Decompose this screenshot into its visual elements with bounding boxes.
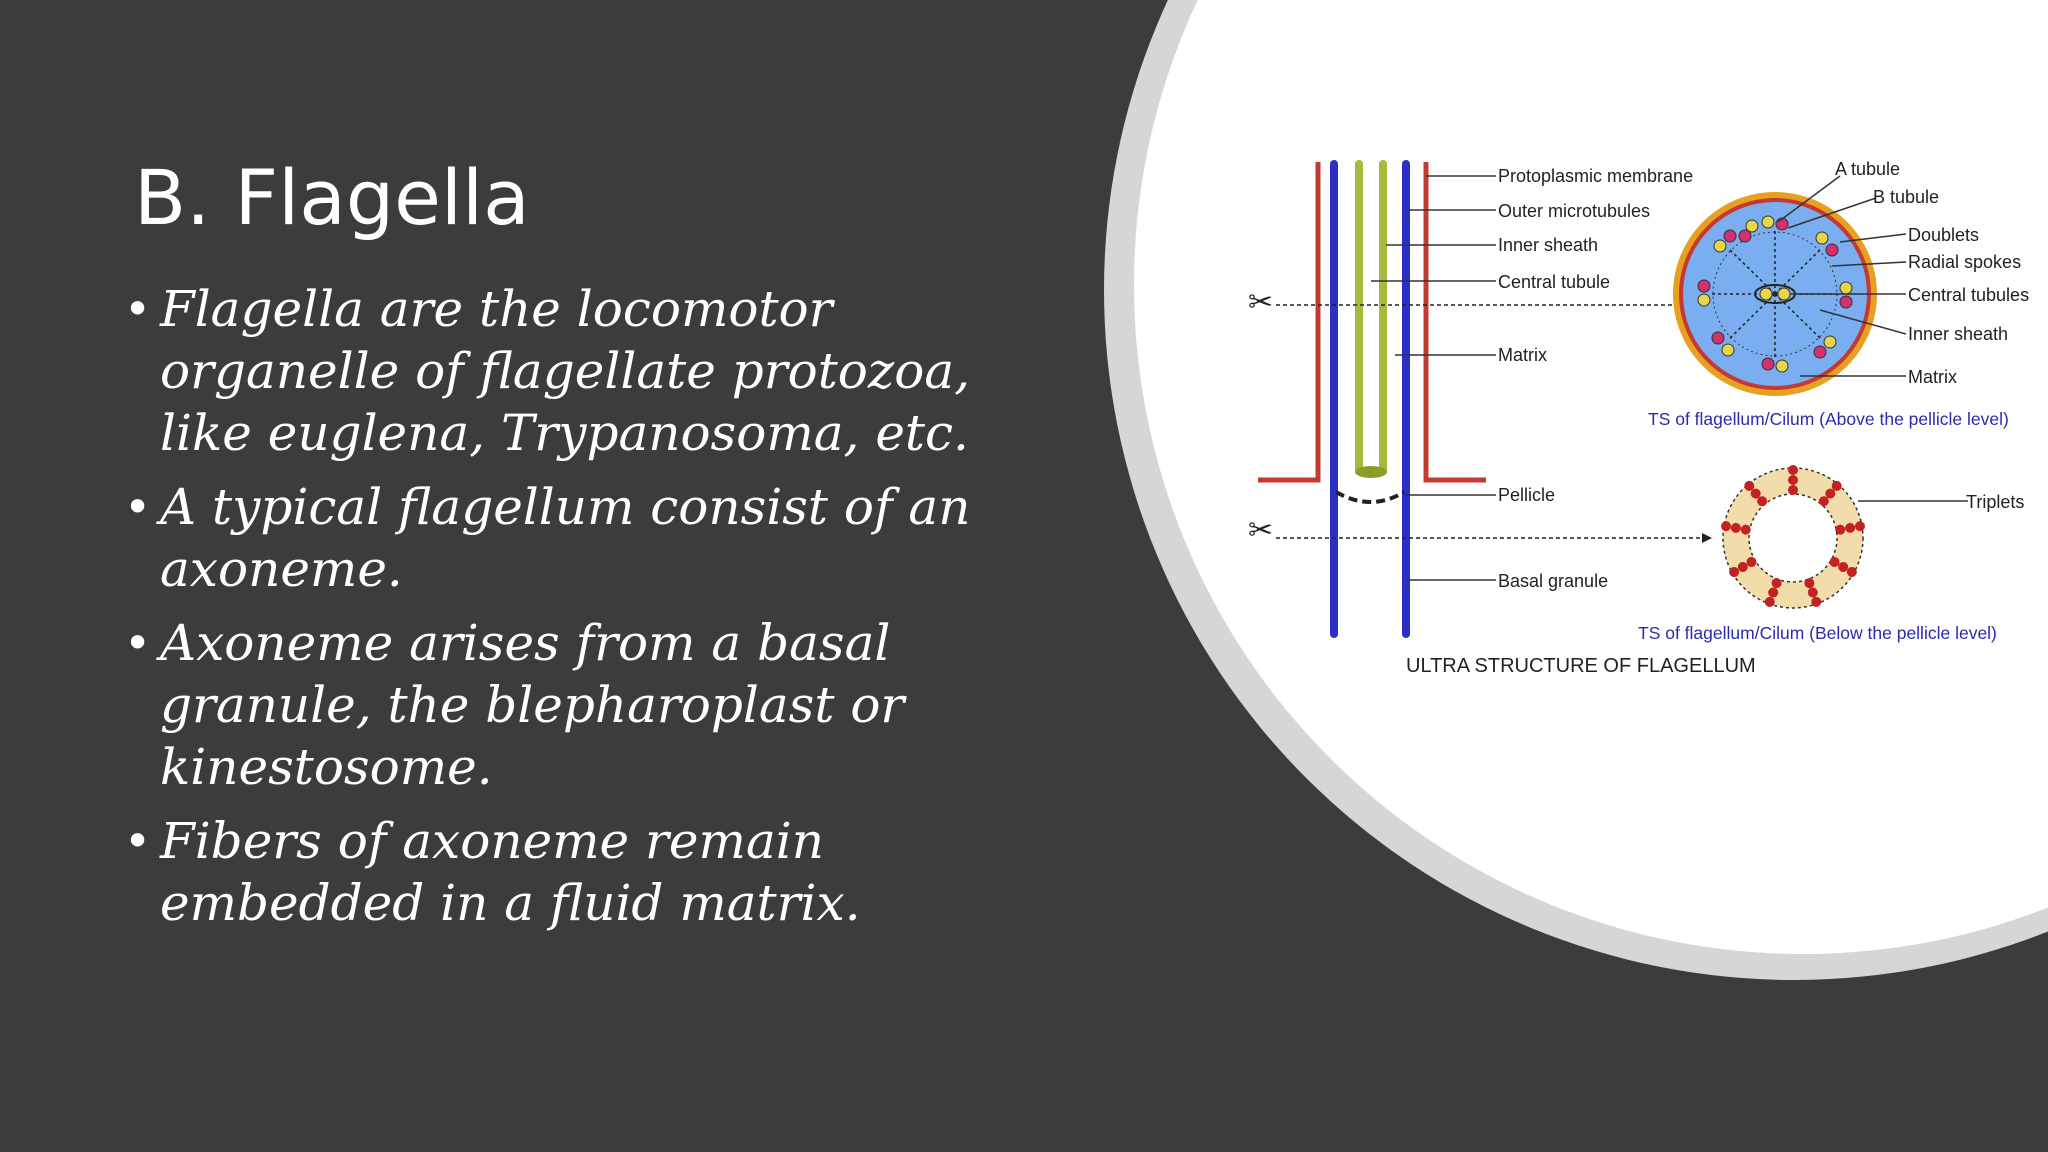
ts-granule-core <box>1749 494 1837 582</box>
bullet-glyph: • <box>124 480 152 534</box>
ts-below-pellicle <box>1638 465 2024 643</box>
bullet-text: Flagella are the locomotor organelle of flagellate protozoa, like euglena, Trypanosoma, etc. <box>160 280 971 462</box>
caption-ts-above: TS of flagellum/Cilum (Above the pellicle level) <box>1648 409 2009 429</box>
membrane-left-line <box>1258 162 1318 480</box>
scissors-icon: ✂ <box>1248 286 1274 319</box>
label-protoplasmic-membrane: Protoplasmic membrane <box>1498 166 1694 186</box>
label-radial-spokes: Radial spokes <box>1908 252 2022 272</box>
central-tubule-dot <box>1778 288 1790 300</box>
bullet-item <box>124 278 1004 464</box>
label-ts-matrix: Matrix <box>1908 367 1957 387</box>
longitudinal-section <box>1248 162 1712 634</box>
central-tubule-dot <box>1760 288 1772 300</box>
triplet <box>1788 465 1798 495</box>
bullet-glyph: • <box>124 282 152 336</box>
central-tubule-base <box>1355 466 1387 478</box>
bullet-item <box>124 612 1004 798</box>
lead-lines <box>1371 176 1496 580</box>
label-pellicle: Pellicle <box>1498 485 1556 505</box>
bullet-text: Fibers of axoneme remain embedded in a fluid matrix. <box>160 812 861 932</box>
slide-title: B. Flagella <box>134 153 530 242</box>
bullet-item <box>124 476 1004 600</box>
label-b-tubule: B tubule <box>1873 187 1940 207</box>
label-outer-microtubules: Outer microtubules <box>1498 201 1651 221</box>
label-inner-sheath: Inner sheath <box>1498 235 1599 255</box>
bullet-glyph: • <box>124 616 152 670</box>
label-doublets: Doublets <box>1908 225 1980 245</box>
basal-plate <box>1336 492 1404 502</box>
label-matrix: Matrix <box>1498 345 1547 365</box>
label-triplets: Triplets <box>1966 492 2025 512</box>
bullet-text: A typical flagellum consist of an axoneme. <box>160 478 971 598</box>
bullet-list <box>124 278 1004 946</box>
scissors-icon: ✂ <box>1248 514 1274 547</box>
bullet-glyph: • <box>124 814 152 868</box>
arrow-head <box>1702 533 1712 543</box>
label-a-tubule: A tubule <box>1835 159 1901 179</box>
bullet-text: Axoneme arises from a basal granule, the blepharoplast or kinestosome. <box>160 614 905 796</box>
label-central-tubule: Central tubule <box>1498 272 1611 292</box>
diagram-caption: ULTRA STRUCTURE OF FLAGELLUM <box>1406 655 1756 677</box>
label-central-tubules: Central tubules <box>1908 285 2030 305</box>
bullet-item <box>124 810 1004 934</box>
caption-ts-below: TS of flagellum/Cilum (Below the pellicle level) <box>1638 623 1997 643</box>
label-ts-inner-sheath: Inner sheath <box>1908 324 2009 344</box>
label-basal-granule: Basal granule <box>1498 571 1609 591</box>
flagellum-diagram <box>1240 150 2040 680</box>
ts-above-pellicle <box>1648 159 2029 429</box>
